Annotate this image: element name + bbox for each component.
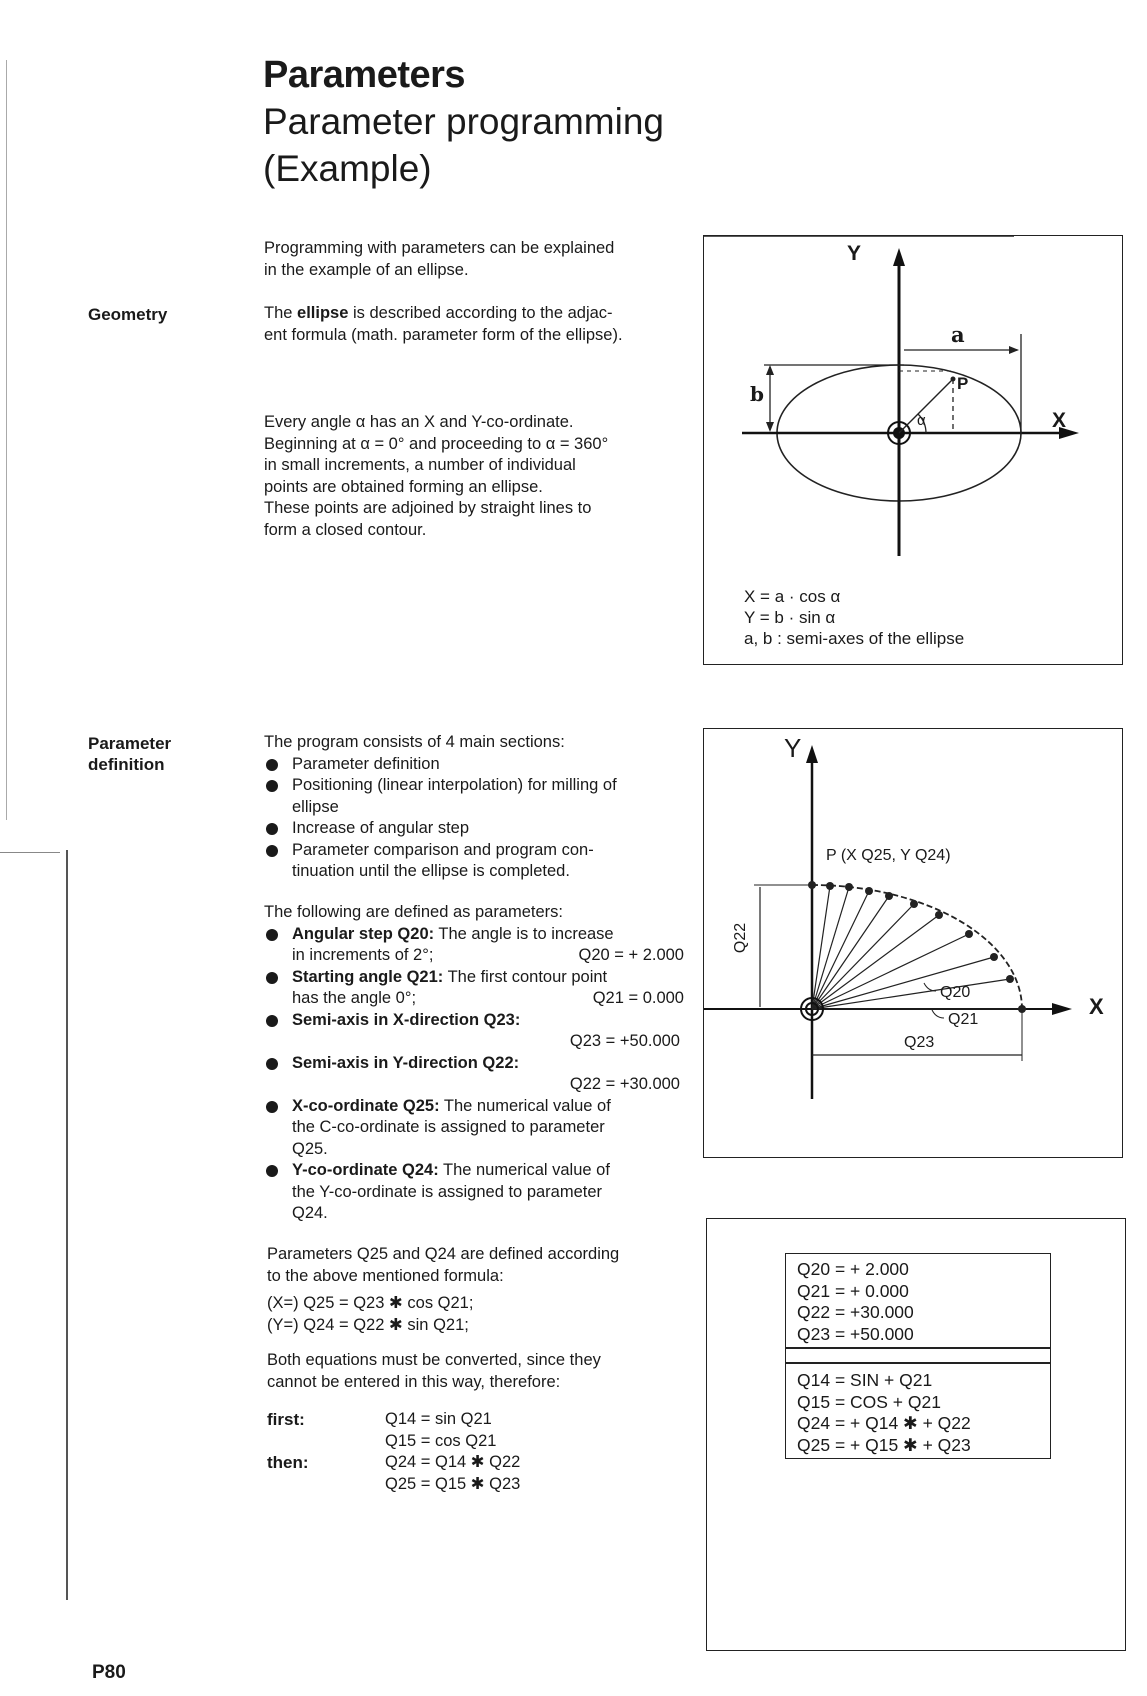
table-row: Q22 = +30.000: [797, 1302, 914, 1322]
text-line: Parameters Q25 and Q24 are defined according: [267, 1245, 620, 1263]
equation-x: (X=) Q25 = Q23 ✱ cos Q21;: [267, 1294, 474, 1312]
quarter-q22-label: Q22: [732, 922, 750, 954]
text-span: The angle is to increase: [434, 924, 614, 943]
quarter-p-label: P (X Q25, Y Q24): [826, 847, 951, 864]
text-bold: Starting angle Q21:: [292, 967, 444, 986]
ellipse-p-label: P: [957, 374, 969, 393]
text-span: has the angle 0°;: [292, 989, 417, 1007]
ellipse-formula: [744, 586, 964, 649]
defined-intro: The following are defined as parameters:: [264, 903, 563, 921]
text-line: These points are adjoined by straight lines to: [264, 499, 592, 517]
text-line: cannot be entered in this way, therefore:: [267, 1372, 561, 1391]
ellipse-a-label: a: [951, 322, 965, 347]
geometry-angle-desc: [264, 412, 694, 541]
side-label-geometry: Geometry: [88, 305, 168, 324]
program-figure: [706, 1218, 1126, 1651]
ellipse-b-label: b: [750, 382, 764, 406]
text-line: Q24.: [292, 1204, 328, 1222]
quarter-q20-label: Q20: [940, 984, 971, 1001]
subtitle-line: Parameter programming: [263, 101, 664, 142]
geometry-intro: [264, 238, 684, 281]
table-row: Q25 = + Q15 ✱ + Q23: [797, 1434, 971, 1455]
formula-y: Y = b · sin α: [744, 608, 836, 627]
b-arrow-top: [766, 365, 774, 375]
program-table-top: [785, 1253, 1051, 1348]
table-row: Q21 = + 0.000: [797, 1280, 909, 1301]
formula-x: X = a · cos α: [744, 587, 841, 606]
parameters-block: [264, 902, 684, 1225]
then-label: then:: [267, 1453, 309, 1472]
sections-block: [264, 732, 684, 883]
text-line: the C-co-ordinate is assigned to parameter: [292, 1118, 605, 1136]
text-line: Positioning (linear interpolation) for milling of: [292, 776, 617, 794]
text-span: The: [264, 304, 298, 322]
text-span: The numerical value of: [438, 1161, 610, 1179]
text-line: Q15 = cos Q21: [385, 1431, 497, 1450]
text-line: in small increments, a number of individual: [264, 456, 576, 474]
text-span: in increments of 2°;: [292, 946, 434, 964]
table-row: Q23 = +50.000: [797, 1323, 914, 1344]
formula-block: [267, 1244, 697, 1495]
side-label-line: definition: [88, 755, 165, 774]
text-line: points are obtained forming an ellipse.: [264, 477, 543, 496]
text-line: Q24 = Q14 ✱ Q22: [385, 1453, 521, 1471]
list-item: [264, 754, 684, 776]
q20-leader: [924, 983, 936, 991]
equation-y: (Y=) Q24 = Q22 ✱ sin Q21;: [267, 1315, 469, 1334]
text-span: is described according to the adjac-: [348, 304, 613, 322]
table-row: Q24 = + Q14 ✱ + Q22: [797, 1413, 971, 1433]
then-row: [267, 1452, 697, 1495]
q20-value: Q20 = + 2.000: [578, 946, 684, 964]
a-arrow: [1009, 346, 1019, 354]
text-line: Both equations must be converted, since they: [267, 1351, 601, 1369]
radius-line: [899, 379, 953, 433]
text-line: Every angle α has an X and Y-co-ordinate.: [264, 413, 574, 431]
text-span: The first contour point: [443, 967, 608, 986]
geometry-ellipse-desc: [264, 303, 694, 346]
quarter-ellipse-diagram: [704, 729, 1121, 1156]
point-p: [951, 377, 956, 382]
list-item-q22: [264, 1053, 684, 1096]
ellipse-alpha-label: α: [917, 412, 926, 429]
q21-value: Q21 = 0.000: [592, 989, 684, 1007]
text-line: form a closed contour.: [264, 520, 427, 539]
text-line: the Y-co-ordinate is assigned to parameter: [292, 1182, 603, 1201]
sections-intro: The program consists of 4 main sections:: [264, 733, 565, 751]
page-subtitle: [263, 98, 664, 192]
q22-value: Q22 = +30.000: [569, 1075, 680, 1093]
text-line: ent formula (math. parameter form of the ellipse).: [264, 325, 623, 344]
text-line: Q25.: [292, 1139, 328, 1158]
table-row: Q14 = SIN + Q21: [797, 1370, 933, 1390]
margin-line: [6, 60, 7, 820]
text-line: in the example of an ellipse.: [264, 260, 469, 279]
text-line: Parameter definition: [292, 754, 440, 773]
text-bold: Angular step Q20:: [292, 924, 435, 943]
text-line: ellipse: [292, 797, 339, 816]
table-row: Q15 = COS + Q21: [797, 1391, 941, 1412]
text-bold: Semi-axis in Y-direction Q22:: [292, 1053, 520, 1072]
text-line: Increase of angular step: [292, 819, 470, 837]
quarter-y-label: Y: [784, 733, 802, 763]
text-line: Programming with parameters can be explained: [264, 239, 615, 257]
table-row: Q20 = + 2.000: [797, 1259, 909, 1279]
x-axis-arrow: [1052, 1003, 1072, 1015]
list-item-q20: [264, 924, 684, 967]
side-label-parameter-definition: [88, 733, 171, 775]
ellipse-y-label: Y: [847, 242, 862, 265]
page-number: P80: [92, 1662, 126, 1683]
list-item-q25: [264, 1096, 684, 1161]
text-line: Q14 = sin Q21: [385, 1410, 492, 1428]
program-table-separator: [785, 1348, 1051, 1363]
q21-leader: [932, 1010, 944, 1018]
text-bold: ellipse: [297, 304, 349, 322]
side-label-line: Parameter: [88, 734, 172, 753]
q23-value: Q23 = +50.000: [569, 1032, 680, 1050]
y-axis-arrow: [893, 248, 905, 266]
list-item-q21: [264, 967, 684, 1010]
first-row: [267, 1409, 697, 1452]
margin-mark: [0, 852, 60, 853]
quarter-q21-label: Q21: [948, 1011, 979, 1028]
margin-rule: [66, 850, 68, 1600]
list-item: [264, 840, 684, 883]
text-line: Beginning at α = 0° and proceeding to α = 360°: [264, 434, 609, 453]
b-arrow-bottom: [766, 422, 774, 432]
subtitle-line: (Example): [263, 148, 432, 189]
text-line: Parameter comparison and program con-: [292, 840, 594, 859]
ellipse-figure: [703, 235, 1123, 665]
text-line: tinuation until the ellipse is completed.: [292, 862, 570, 880]
list-item-q23: [264, 1010, 684, 1053]
page-title: Parameters: [263, 54, 466, 96]
text-bold: Semi-axis in X-direction Q23:: [292, 1010, 521, 1029]
text-bold: X-co-ordinate Q25:: [292, 1096, 440, 1115]
ellipse-x-label: X: [1052, 409, 1067, 432]
text-span: The numerical value of: [439, 1096, 611, 1115]
formula-ab: a, b : semi-axes of the ellipse: [744, 629, 965, 648]
quarter-ellipse-figure: [703, 728, 1123, 1158]
quarter-x-label: X: [1089, 994, 1104, 1019]
list-item-q24: [264, 1160, 684, 1225]
list-item: [264, 818, 684, 840]
text-line: to the above mentioned formula:: [267, 1266, 504, 1285]
text-line: Q25 = Q15 ✱ Q23: [385, 1474, 521, 1493]
program-table-bottom: [785, 1363, 1051, 1459]
first-label: first:: [267, 1410, 305, 1429]
list-item: [264, 775, 684, 818]
text-bold: Y-co-ordinate Q24:: [292, 1161, 439, 1179]
quarter-q23-label: Q23: [904, 1034, 935, 1051]
y-axis-arrow: [806, 745, 818, 763]
